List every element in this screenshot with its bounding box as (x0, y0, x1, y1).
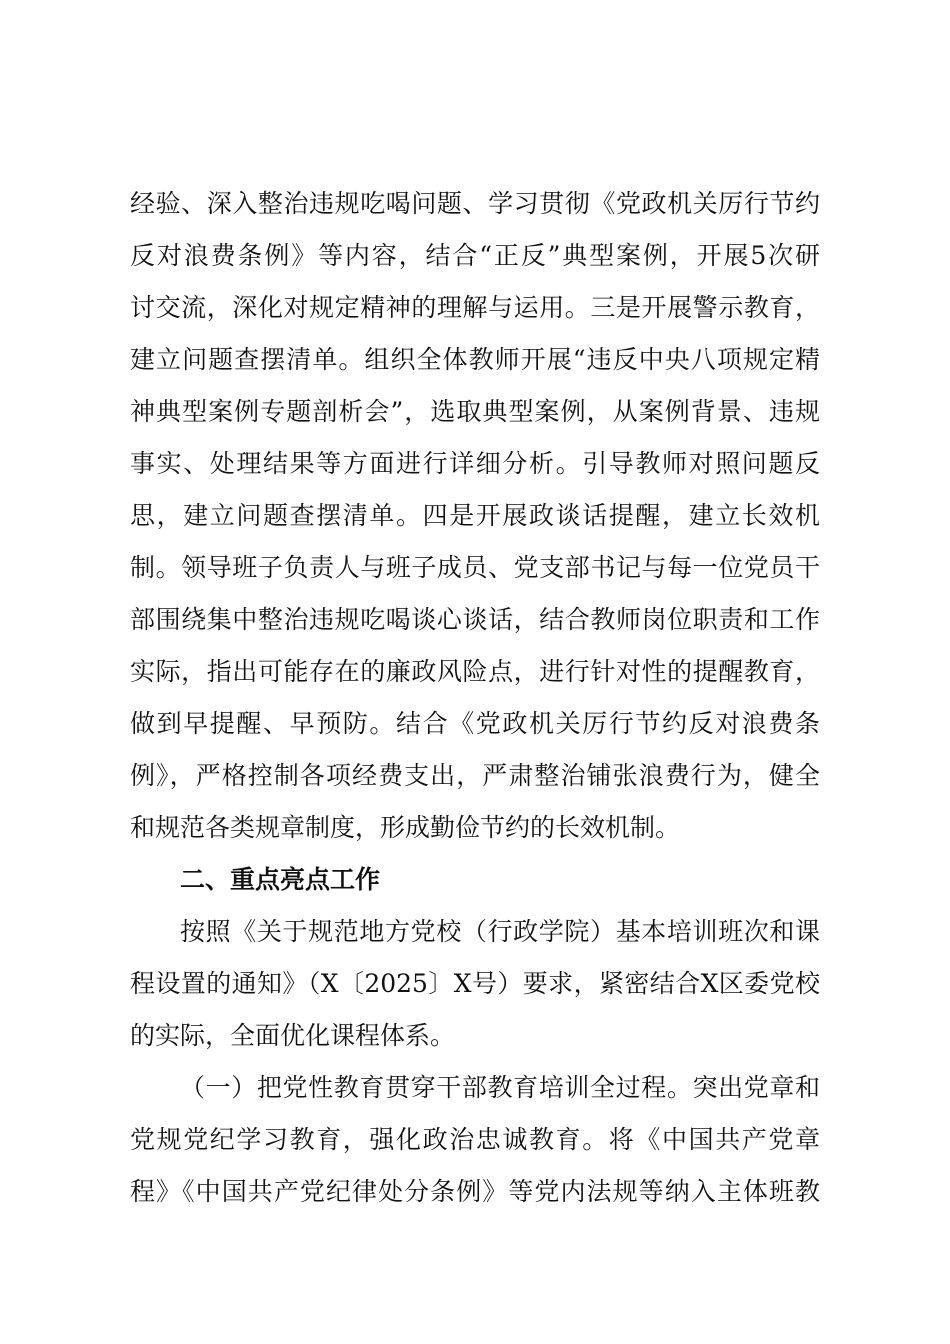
paragraph-line: 做到早提醒、早预防。结合《党政机关厉行节约反对浪费条 (130, 709, 820, 738)
paragraph-line: 制。领导班子负责人与班子成员、党支部书记与每一位党员干 (130, 553, 820, 582)
paragraph-line: 经验、深入整治违规吃喝问题、学习贯彻《党政机关厉行节约 (130, 189, 820, 218)
paragraph-line: （一）把党性教育贯穿干部教育培训全过程。突出党章和 (180, 1073, 820, 1102)
paragraph-line: 部围绕集中整治违规吃喝谈心谈话，结合教师岗位职责和工作 (130, 605, 820, 634)
paragraph-line: 的实际，全面优化课程体系。 (130, 1021, 456, 1050)
paragraph-line: 事实、处理结果等方面进行详细分析。引导教师对照问题反 (130, 449, 820, 478)
paragraph-line: 实际，指出可能存在的廉政风险点，进行针对性的提醒教育， (130, 657, 820, 686)
paragraph-line: 思，建立问题查摆清单。四是开展政谈话提醒，建立长效机 (130, 501, 820, 530)
section-heading: 二、重点亮点工作 (180, 865, 381, 894)
paragraph-line: 和规范各类规章制度，形成勤俭节约的长效机制。 (130, 813, 681, 842)
paragraph-line: 例》，严格控制各项经费支出，严肃整治铺张浪费行为，健全 (130, 761, 820, 790)
paragraph-line: 建立问题查摆清单。组织全体教师开展“违反中央八项规定精 (130, 345, 820, 374)
paragraph-line: 党规党纪学习教育，强化政治忠诚教育。将《中国共产党章 (130, 1125, 820, 1154)
paragraph-line: 反对浪费条例》等内容，结合“正反”典型案例，开展5次研 (130, 241, 820, 270)
paragraph-line: 神典型案例专题剖析会”，选取典型案例，从案例背景、违规 (130, 397, 820, 426)
paragraph-line: 讨交流，深化对规定精神的理解与运用。三是开展警示教育， (130, 293, 820, 322)
paragraph-line: 程设置的通知》（X〔2025〕X号）要求，紧密结合X区委党校 (130, 969, 820, 998)
paragraph-line: 程》《中国共产党纪律处分条例》等党内法规等纳入主体班教 (130, 1177, 820, 1206)
paragraph-line: 按照《关于规范地方党校（行政学院）基本培训班次和课 (180, 917, 820, 946)
